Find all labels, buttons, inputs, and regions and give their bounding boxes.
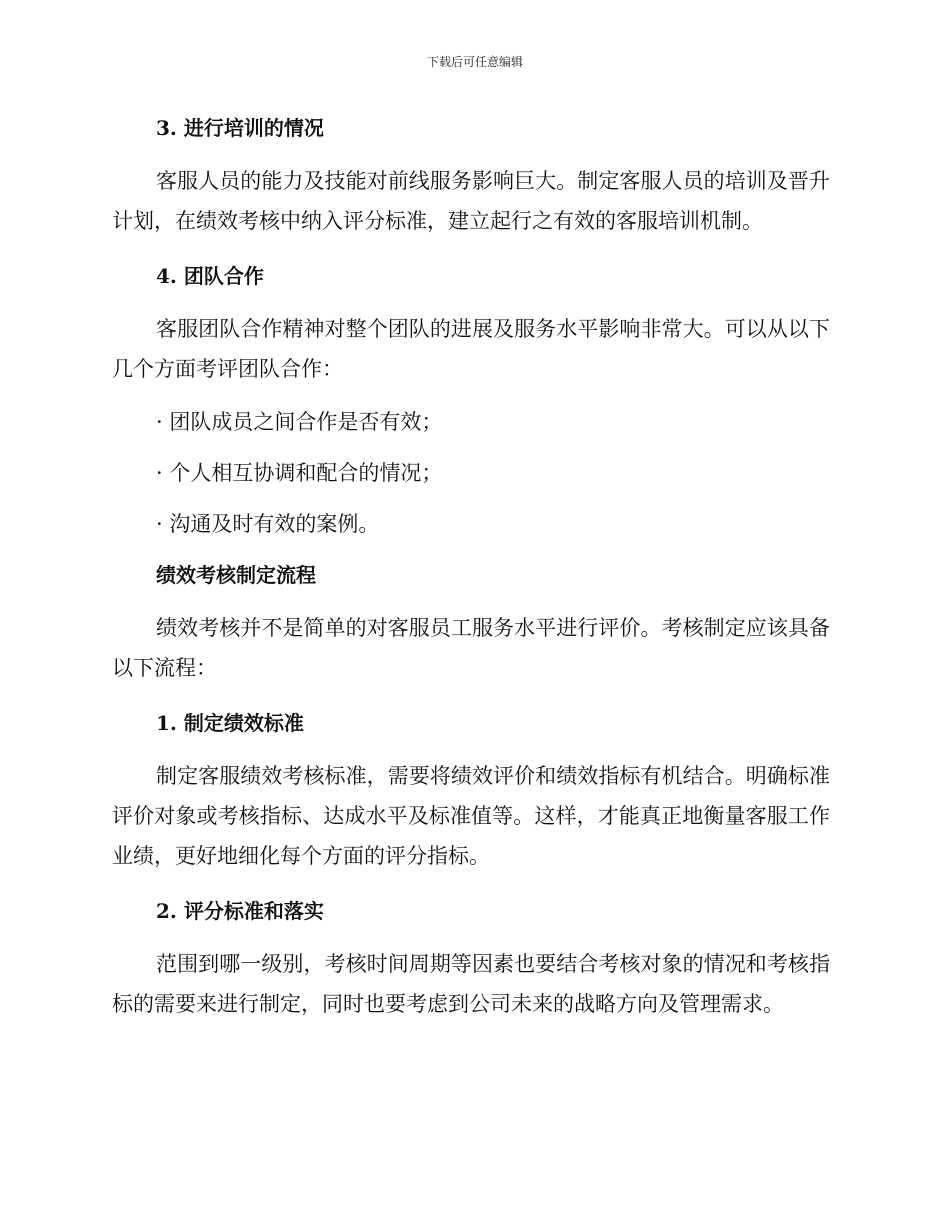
spacer (112, 688, 830, 705)
paragraph-standards: 制定客服绩效考核标准，需要将绩效评价和绩效指标有机结合。明确标准评价对象或考核指标、达成水平及标准值等。这样，才能真正地衡量客服工作业绩，更好地细化每个方面的评分指标。 (112, 764, 830, 868)
bullet-item-1: · 团队成员之间合作是否有效； (156, 410, 443, 434)
spacer (112, 389, 830, 404)
document-body (112, 110, 830, 1024)
spacer (112, 146, 830, 161)
spacer (112, 593, 830, 608)
spacer (112, 929, 830, 944)
heading-teamwork: 4. 团队合作 (156, 264, 264, 288)
spacer (112, 241, 830, 258)
spacer (112, 294, 830, 309)
paragraph-process: 绩效考核并不是简单的对客服员工服务水平进行评价。考核制定应该具备以下流程： (112, 616, 830, 680)
heading-process: 绩效考核制定流程 (156, 563, 316, 587)
paragraph-teamwork: 客服团队合作精神对整个团队的进展及服务水平影响非常大。可以从以下几个方面考评团队合作： (112, 317, 830, 381)
spacer (112, 542, 830, 557)
paragraph-training: 客服人员的能力及技能对前线服务影响巨大。制定客服人员的培训及晋升计划，在绩效考核中纳入评分标准，建立起行之有效的客服培训机制。 (112, 169, 830, 233)
heading-standards: 1. 制定绩效标准 (156, 711, 304, 735)
spacer (112, 876, 830, 893)
heading-training: 3. 进行培训的情况 (156, 116, 324, 140)
heading-scoring: 2. 评分标准和落实 (156, 899, 324, 923)
paragraph-scoring: 范围到哪一级别，考核时间周期等因素也要结合考核对象的情况和考核指标的需要来进行制定，同时也要考虑到公司未来的战略方向及管理需求。 (112, 952, 830, 1016)
page-header: 下载后可任意编辑 (426, 55, 523, 69)
bullet-item-2: · 个人相互协调和配合的情况； (156, 461, 443, 485)
bullet-item-3: · 沟通及时有效的案例。 (156, 512, 380, 536)
spacer (112, 440, 830, 455)
spacer (112, 491, 830, 506)
spacer (112, 741, 830, 756)
